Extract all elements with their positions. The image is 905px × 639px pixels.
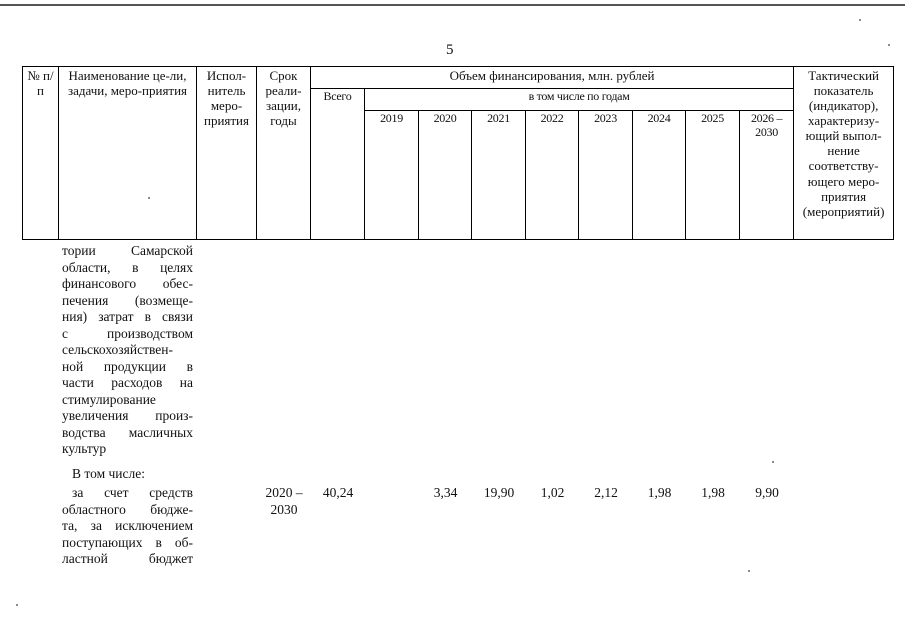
header-col-executor: Испол-нитель меро-приятия (197, 67, 257, 240)
row-value-2024: 1,98 (647, 485, 672, 500)
row-label-line: за счет средств (72, 485, 193, 500)
including-label: В том числе: (72, 466, 145, 481)
row-label-line: поступающих в об- (62, 534, 193, 550)
header-year: 2023 (579, 111, 633, 240)
header-year: 2020 (419, 111, 472, 240)
row-value-2023: 2,12 (594, 485, 618, 500)
row-label-line: та, за исключением (62, 518, 193, 533)
header-col-total: Всего (311, 89, 365, 240)
header-year: 2019 (365, 111, 419, 240)
description-line: с производством (62, 325, 193, 341)
financing-table-header (22, 66, 894, 240)
description-line: печения (возмеще- (62, 292, 193, 308)
header-col-financing: Объем финансирования, млн. рублей (311, 67, 794, 89)
header-col-by-year: в том числе по годам (365, 89, 794, 111)
scan-speck (16, 604, 18, 606)
row-total: 40,24 (322, 485, 354, 500)
scan-speck (772, 461, 774, 463)
header-col-period: Срок реали-зации, годы (257, 67, 311, 240)
description-line: тории Самарской (62, 243, 193, 258)
row-label-line: ластной бюджет (62, 551, 193, 566)
header-col-no: № п/п (23, 67, 59, 240)
row-value-2025: 1,98 (701, 485, 725, 500)
scan-speck (748, 570, 750, 572)
description-line: ной продукции в (62, 358, 193, 374)
row-value-2022: 1,02 (540, 485, 565, 500)
header-col-name: Наименование це-ли, задачи, меро-приятия (59, 67, 197, 240)
description-line: стимулирование (62, 391, 156, 407)
description-line: ния) затрат в связи (62, 309, 193, 324)
scan-speck (888, 44, 890, 46)
description-line: части расходов на (62, 375, 193, 390)
row-value-2020: 3,34 (433, 485, 458, 500)
row-value-2021: 19,90 (483, 485, 515, 500)
description-line: финансового обес- (62, 276, 193, 291)
header-year: 2021 (472, 111, 526, 240)
header-col-indicator: Тактический показатель (индикатор), характеризу-ющий выпол-нение соответству-ющего меро-приятия (мероприятий) (794, 67, 894, 240)
description-line: области, в целях (62, 259, 193, 275)
description-line: культур (62, 441, 107, 456)
header-year: 2026 – 2030 (740, 111, 794, 240)
description-line: водства масличных (62, 424, 193, 440)
header-year: 2022 (526, 111, 579, 240)
page-number: 5 (446, 42, 454, 58)
row-period: 2020 – 2030 (265, 485, 303, 517)
row-label-line: областного бюдже- (62, 501, 193, 517)
description-line: сельскохозяйствен- (62, 342, 173, 357)
scan-speck (859, 19, 861, 21)
header-year: 2024 (633, 111, 686, 240)
top-rule (0, 4, 905, 6)
description-line: увеличения произ- (62, 408, 193, 423)
row-value-2026-2030: 9,90 (755, 485, 779, 500)
header-year: 2025 (686, 111, 740, 240)
